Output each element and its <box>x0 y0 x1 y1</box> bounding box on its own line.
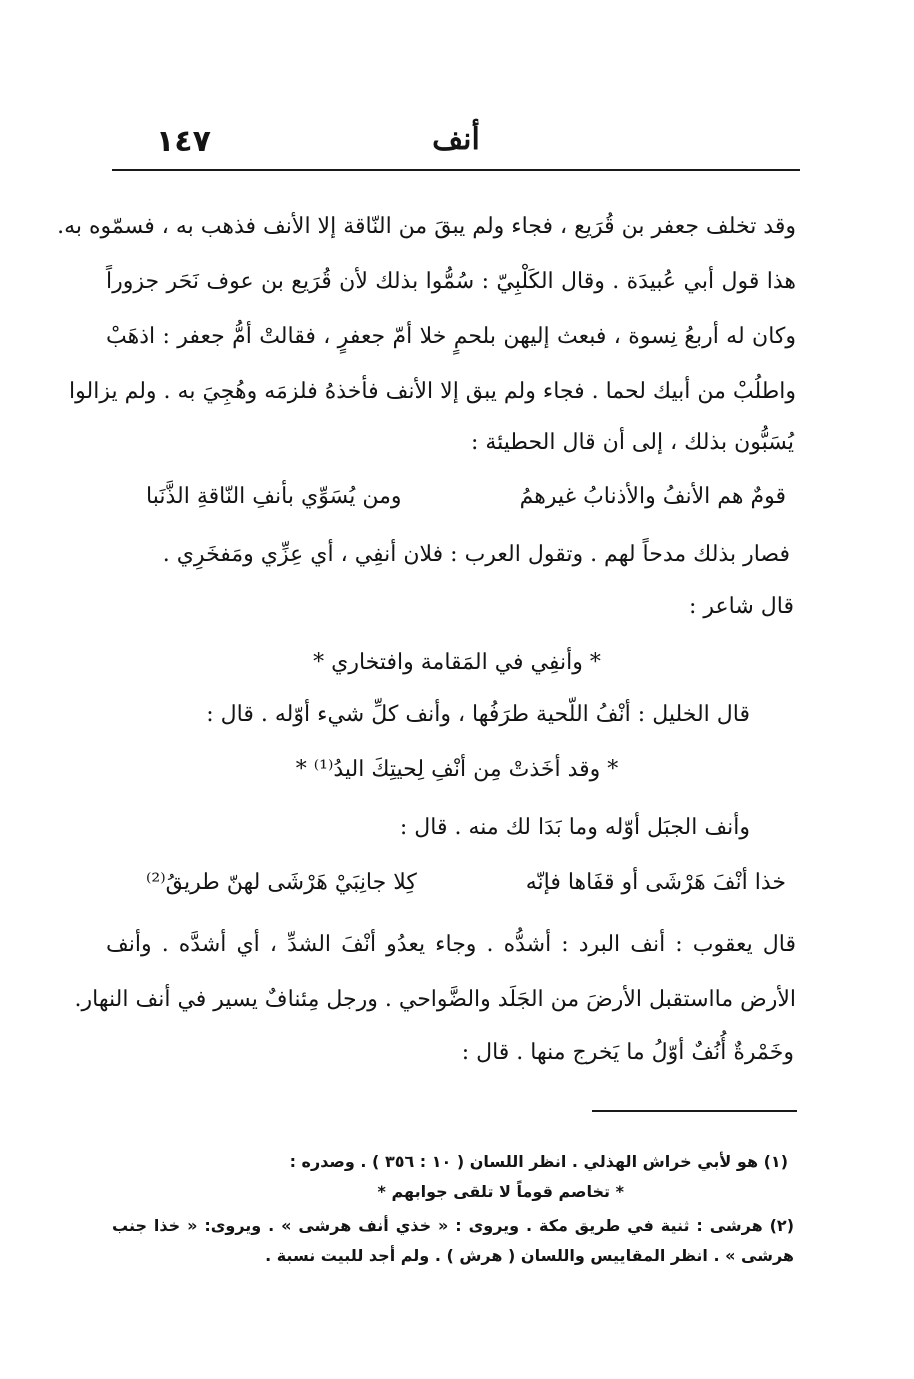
header-rule <box>112 169 800 171</box>
closing-line-2: الأرض مااستقبل الأرضَ من الجَلَد والضَّواحي . ورجل مِئنافٌ يسير في أنف النهار. <box>74 987 796 1012</box>
closing-line-3: وخَمْرةٌ أُنُفٌ أوّلُ ما يَخرج منها . قال : <box>461 1040 794 1065</box>
body-line-4: واطلُبْ من أبيك لحما . فجاء ولم يبق إلا الأنف فأخذهُ فلزمَه وهُجِيَ به . ولم يزالوا <box>69 379 796 404</box>
body-line-5: يُسَبُّون بذلك ، إلى أن قال الحطيئة : <box>470 430 794 455</box>
page-number: ١٤٧ <box>156 124 211 159</box>
verse-second-hemistich: كِلا جانِبَيْ هَرْشَى لهنّ طريقُ⁽²⁾ <box>146 870 417 895</box>
verse-first-hemistich: قومٌ هم الأنفُ والأذنابُ غيرهمُ <box>519 484 786 509</box>
body-line-3: وكان له أربعُ نِسوة ، فبعث إليهن بلحمٍ خلا أمّ جعفرٍ ، فقالتْ أمُّ جعفر : اذهَبْ <box>106 324 796 349</box>
footnote-rule <box>592 1110 797 1112</box>
footnote-1-line-1: (١) هو لأبي خراش الهذلي . انظر اللسان ( ١٠ : ٣٥٦ ) . وصدره : <box>289 1152 788 1171</box>
running-title: أنف <box>432 122 480 157</box>
khalil-line: قال الخليل : أنْفُ اللّحية طرَفُها ، وأنف كلِّ شيء أوّله . قال : <box>206 702 750 727</box>
footnote-2-line-1: (٢) هرشى : ثنية في طريق مكة . ويروى : « خذي أنف هرشى » . ويروى: « خذا جنب <box>112 1216 794 1235</box>
verse-first-hemistich: خذا أنْفَ هَرْشَى أو قفَاها فإنّه <box>525 870 786 895</box>
body-line-1: وقد تخلف جعفر بن قُرَيع ، فجاء ولم يبقَ من النّاقة إلا الأنف فذهب به ، فسمّوه به. <box>57 214 796 239</box>
verse-second-hemistich: ومن يُسَوِّي بأنفِ النّاقةِ الذَّنَبا <box>146 484 402 509</box>
page-header <box>112 118 800 168</box>
mountain-line: وأنف الجبَل أوّله وما بَدَا لك منه . قال : <box>399 815 750 840</box>
footnote-1-verse: * تخاصم قوماً لا تلقى جوابهم * <box>377 1182 624 1201</box>
body-line-2: هذا قول أبي عُبيدَة . وقال الكَلْبِيّ : سُمُّوا بذلك لأن قُرَيع بن عوف نَحَر جزوراً <box>106 269 796 294</box>
verse-beard: * وقد أخَذتْ مِن أنْفِ لِحيتِكَ اليدُ⁽¹⁾ * <box>295 757 619 782</box>
line-after-verse: فصار بذلك مدحاً لهم . وتقول العرب : فلان أنفِي ، أي عِزِّي ومَفخَرِي . <box>162 542 790 567</box>
verse-poet: * وأنفِي في المَقامة وافتخاري * <box>313 650 601 675</box>
closing-line-1: قال يعقوب : أنف البرد : أشدُّه . وجاء يعدُو أنْفَ الشدِّ ، أي أشدَّه . وأنف <box>106 932 796 957</box>
poet-intro: قال شاعر : <box>688 594 794 619</box>
verse-hutayah <box>146 482 786 512</box>
verse-harsha <box>146 868 786 898</box>
footnote-2-line-2: هرشى » . انظر المقاييس واللسان ( هرش ) . ولم أجد للبيت نسبة . <box>265 1246 794 1265</box>
